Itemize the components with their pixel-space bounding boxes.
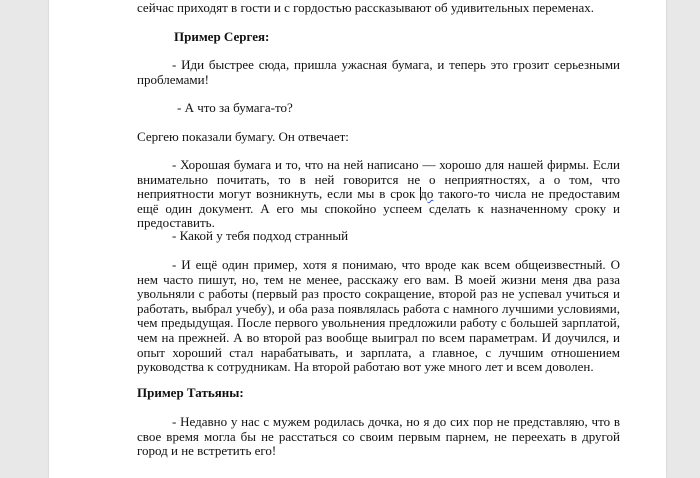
document-page[interactable] [49, 0, 666, 478]
heading-tatiana-example: Пример Татьяны: [137, 385, 244, 400]
paragraph-sergey-2: - А что за бумага-то? [177, 100, 293, 115]
spellcheck-flagged-word[interactable]: до [420, 186, 434, 202]
paragraph-intro-end: сейчас приходят в гости и с гордостью рассказывают об удивительных переменах. [137, 0, 595, 15]
paragraph-sergey-3: Сергею показали бумагу. Он отвечает: [137, 129, 349, 144]
paragraph-sergey-6: - И ещё один пример, хотя я понимаю, что вроде как всем общеизвестный. О нем часто пишут, но, тем не менее, расскажу его вам. В моей жизни меня два раза увольняли с работы (первый раз просто сокращение, второй раз не успевал учиться и работать, выбрал учебу), и оба раза появлялась работа с намного лучшими условиями, чем предыдущая. После первого увольнения предложили работу с большей зарплатой, чем на прежней. А во второй раз вообще выиграл по всем параметрам. И доучился, и опыт хороший стал нарабатывать, и зарплата, а главное, с лучшим отношением руководства к сотрудникам. На второй работаю вот уже много лет и всем доволен. [137, 257, 620, 375]
heading-sergey-example: Пример Сергея: [174, 29, 270, 44]
paragraph-sergey-4-text-a: - Хорошая бумага и то, что на ней написано — хорошо для нашей фирмы. Если внимательно почитать, то в ней говорится не о неприятностях, а о том, что неприятности могут возникнуть, если мы в срок [137, 157, 620, 202]
paragraph-sergey-5: - Какой у тебя подход странный [172, 228, 349, 243]
paragraph-sergey-4 [137, 158, 620, 231]
paragraph-sergey-4-text-c: такого-то числа не предоставим ещё один документ. А его мы спокойно успеем сделать к назначенному сроку и предоставить. [137, 186, 620, 231]
paragraph-tatiana-1: - Недавно у нас с мужем родилась дочка, но я до сих пор не представляю, что в свое время могла бы не расстаться со своим первым парнем, не переехать в другой город и не встретить его! [137, 414, 620, 459]
paragraph-sergey-1: - Иди быстрее сюда, пришла ужасная бумага, и теперь это грозит серьезными проблемами! [137, 57, 620, 87]
